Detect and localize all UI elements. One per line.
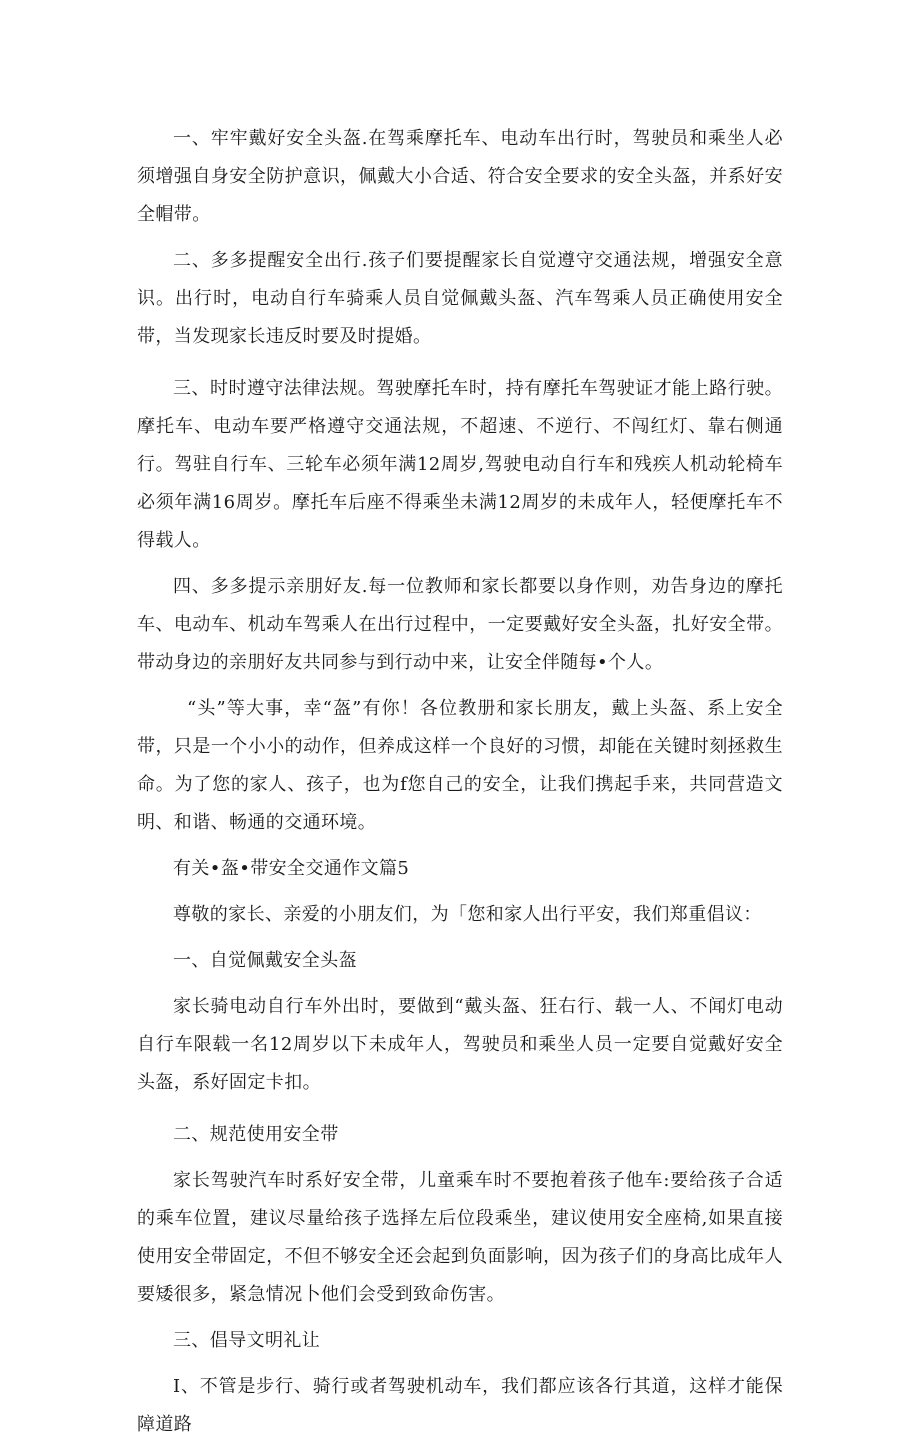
item2-title: 二、规范使用安全带	[173, 1124, 339, 1145]
paragraph-helmet: 一、牢牢戴好安全头盔.在驾乘摩托车、电动车出行时，驾驶员和乘坐人必须增强自身安全防护意识，佩戴大小合适、符合安全要求的安全头盔，并系好安全帽带。	[137, 128, 783, 225]
section-title: 有关•盔•带安全交通作文篇5	[173, 858, 410, 879]
document-body	[137, 120, 783, 1444]
paragraph-obey-law: 三、时时遵守法律法规。驾驶摩托车时，持有摩托车驾驶证才能上路行驶。摩托车、电动车要严格遵守交通法规，不超速、不逆行、不闯红灯、靠右侧通行。驾驻自行车、三轮车必须年满12周岁,驾驶电动自行车和残疾人机动轮椅车必须年满16周岁。摩托车后座不得乘坐未满12周岁的未成年人，轻便摩托车不得载人。	[137, 378, 783, 551]
greeting: 尊敬的家长、亲爱的小朋友们，为「您和家人出行平安，我们郑重倡议：	[173, 904, 762, 925]
paragraph-appeal: “头”等大事，幸“盔”有你！各位教册和家长朋友，戴上头盔、系上安全带，只是一个小小的动作，但养成这样一个良好的习惯，却能在关键时刻拯救生命。为了您的家人、孩子，也为f您自己的安全，让我们携起手来，共同营造文明、和谐、畅通的交通环境。	[137, 698, 783, 833]
item1-title: 一、自觉佩戴安全头盔	[173, 950, 357, 971]
item3-title: 三、倡导文明礼让	[173, 1330, 321, 1351]
item1-body: 家长骑电动自行车外出时，要做到“戴头盔、狂右行、载一人、不闻灯电动自行车限载一名12周岁以下未成年人，驾驶员和乘坐人员一定要自觉戴好安全头盔，系好固定卡扣。	[137, 996, 783, 1093]
paragraph-remind-friends: 四、多多提示亲朋好友.每一位教师和家长都要以身作则，劝告身边的摩托车、电动车、机动车驾乘人在出行过程中，一定要戴好安全头盔，扎好安全带。带动身边的亲朋好友共同参与到行动中来，让安全伴随每•个人。	[137, 576, 783, 673]
paragraph-remind-safety: 二、多多提醒安全出行.孩子们要提醒家长自觉遵守交通法规，增强安全意识。出行时，电动自行车骑乘人员自觉佩戴头盔、汽车驾乘人员正确使用安全带，当发现家长违反时要及时提婚。	[137, 250, 783, 347]
item2-body: 家长驾驶汽车时系好安全带，儿童乘车时不要抱着孩子他车:要给孩子合适的乘车位置，建议尽量给孩子选择左后位段乘坐，建议使用安全座椅,如果直接使用安全带固定，不但不够安全还会起到负面影响，因为孩子们的身高比成年人要矮很多，紧急情况卜他们会受到致命伤害。	[137, 1170, 783, 1305]
item3-body: I、不管是步行、骑行或者驾驶机动车，我们都应该各行其道，这样才能保障道路	[137, 1376, 783, 1435]
